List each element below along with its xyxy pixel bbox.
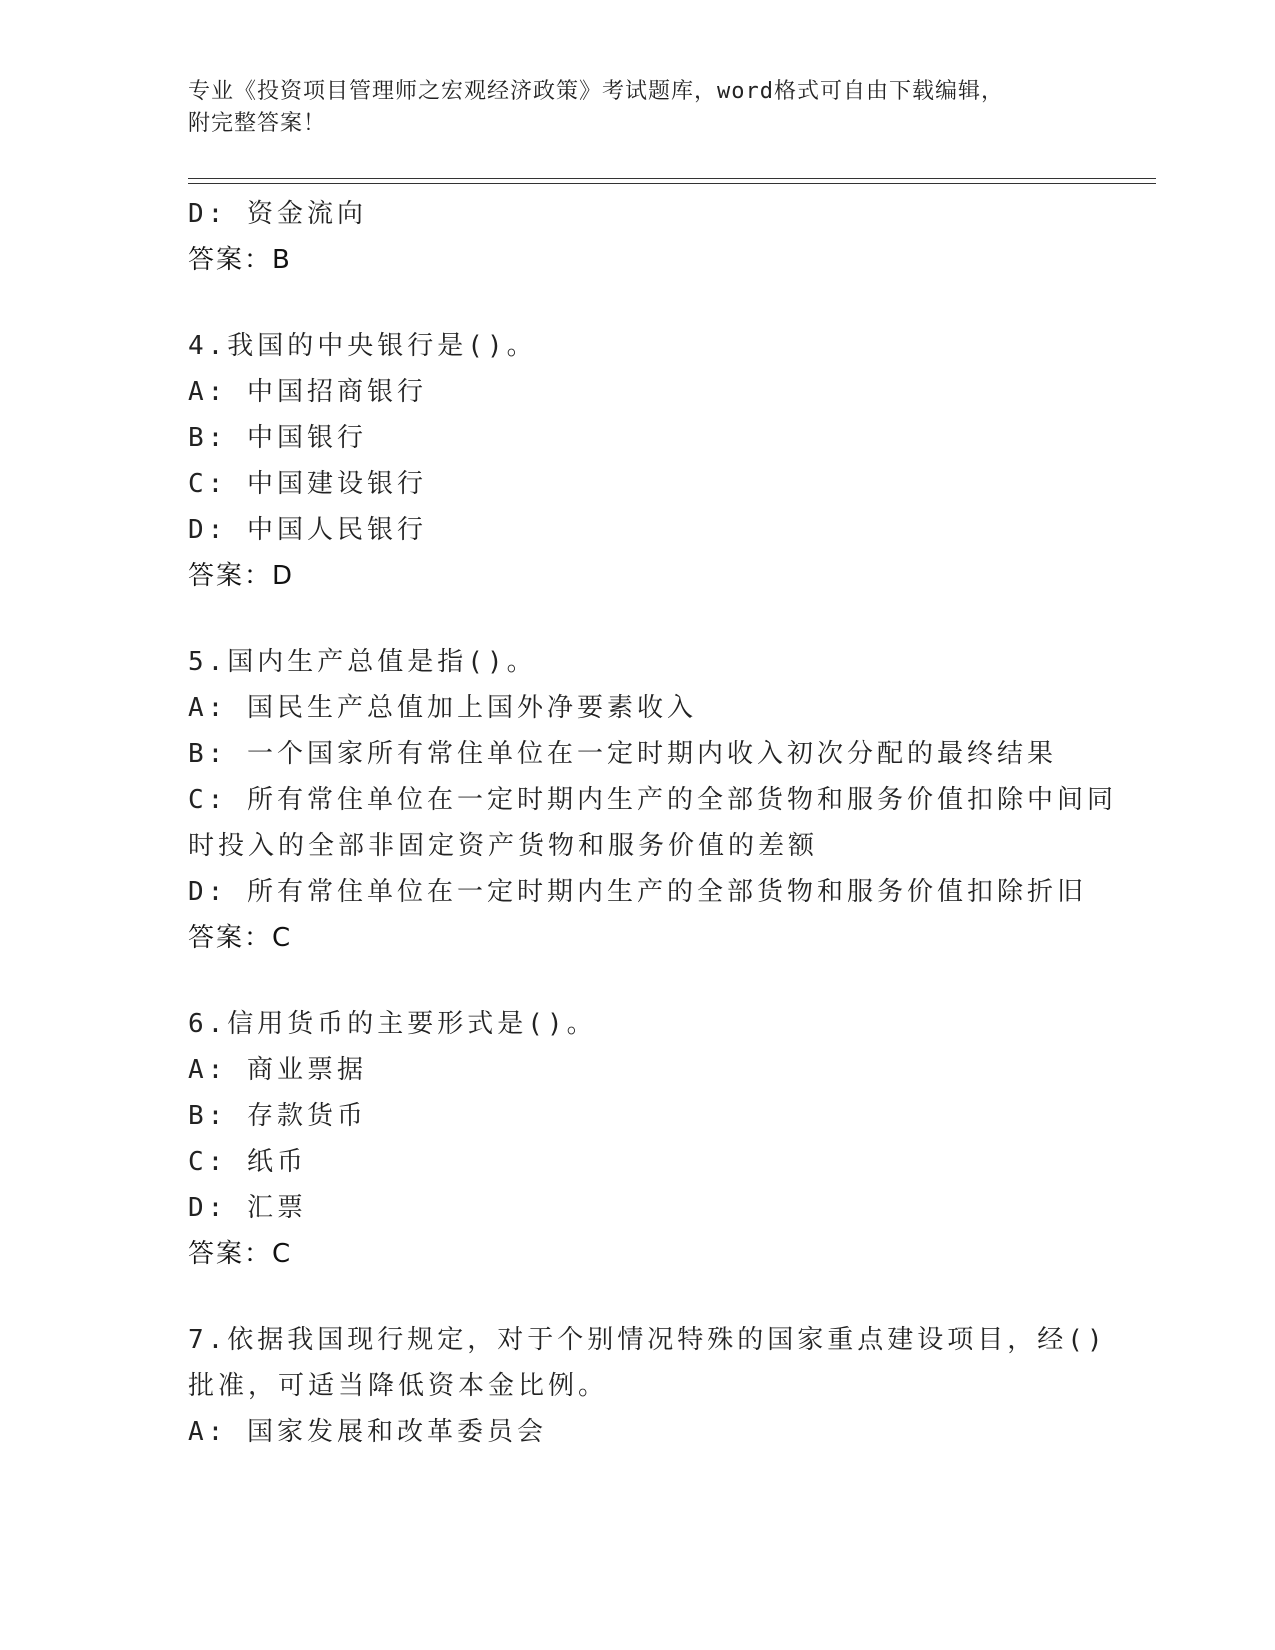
q6-option-a: A: 商业票据: [188, 1055, 367, 1085]
spacer: [188, 961, 1088, 1001]
spacer: [188, 599, 1088, 639]
q6-answer: 答案：C: [188, 1239, 293, 1269]
document-header: [188, 76, 1088, 140]
q6-stem: 6.信用货币的主要形式是()。: [188, 1009, 597, 1039]
question-7: [188, 1317, 1107, 1455]
header-divider-bottom: [188, 183, 1156, 184]
q4-answer: 答案：D: [188, 561, 295, 591]
q7-stem-line-2: 批准，可适当降低资本金比例。: [188, 1371, 609, 1401]
q5-option-b: B: 一个国家所有常住单位在一定时期内收入初次分配的最终结果: [188, 739, 1057, 769]
question-5: [188, 639, 1117, 961]
spacer: [188, 1277, 1088, 1317]
question-3-tail: [188, 191, 1088, 283]
q5-option-d: D: 所有常住单位在一定时期内生产的全部货物和服务价值扣除折旧: [188, 877, 1087, 907]
q4-option-c: C: 中国建设银行: [188, 469, 427, 499]
q4-option-b: B: 中国银行: [188, 423, 367, 453]
q6-option-b: B: 存款货币: [188, 1101, 367, 1131]
spacer: [188, 283, 1088, 323]
question-content: [188, 191, 1117, 1455]
q5-option-c-line-1: C: 所有常住单位在一定时期内生产的全部货物和服务价值扣除中间同: [188, 785, 1117, 815]
question-6: [188, 1001, 1088, 1277]
q7-option-a: A: 国家发展和改革委员会: [188, 1417, 547, 1447]
q5-option-a: A: 国民生产总值加上国外净要素收入: [188, 693, 697, 723]
q6-option-c: C: 纸币: [188, 1147, 307, 1177]
header-divider-top: [188, 178, 1156, 179]
q5-option-c-line-2: 时投入的全部非固定资产货物和服务价值的差额: [188, 831, 819, 861]
q5-answer: 答案：C: [188, 923, 293, 953]
header-line-1: 专业《投资项目管理师之宏观经济政策》考试题库，word格式可自由下载编辑，: [188, 79, 1004, 104]
q7-stem-line-1: 7.依据我国现行规定，对于个别情况特殊的国家重点建设项目，经(): [188, 1325, 1107, 1355]
q4-option-a: A: 中国招商银行: [188, 377, 427, 407]
q3-option-d: D: 资金流向: [188, 199, 367, 229]
q5-stem: 5.国内生产总值是指()。: [188, 647, 537, 677]
q4-stem: 4.我国的中央银行是()。: [188, 331, 537, 361]
q6-option-d: D: 汇票: [188, 1193, 307, 1223]
q3-answer: 答案：B: [188, 245, 292, 275]
question-4: [188, 323, 1088, 599]
q4-option-d: D: 中国人民银行: [188, 515, 427, 545]
header-line-2: 附完整答案！: [188, 111, 327, 136]
